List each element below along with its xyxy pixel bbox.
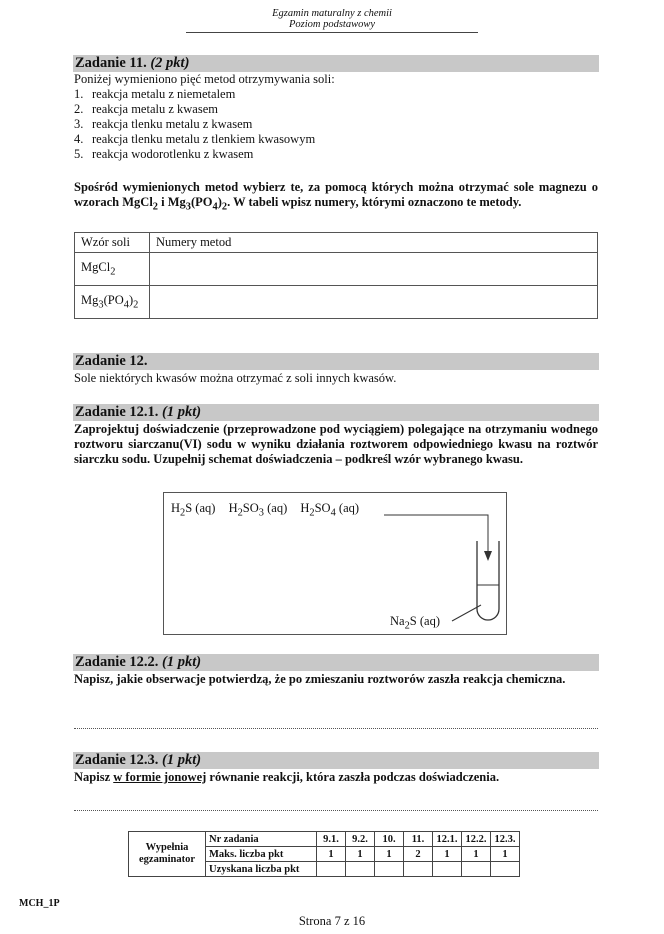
exam-code: MCH_1P	[19, 898, 60, 909]
arrow-line	[384, 515, 488, 557]
task-12-3-instruction: Napisz w formie jonowej równanie reakcji, która zaszła podczas doświadczenia.	[74, 770, 500, 784]
page-header	[0, 8, 664, 30]
task-12-1-points: (1 pkt)	[162, 404, 202, 420]
method-list	[74, 87, 598, 162]
task-12-2-heading	[73, 654, 599, 671]
task-11-heading	[73, 55, 599, 72]
method-item: 4. reakcja tlenku metalu z tlenkiem kwasowym	[74, 132, 316, 146]
task-number: 9.2.	[346, 832, 375, 847]
reagent-h2so4[interactable]: $H_2SO_4$ (aq)	[300, 501, 360, 519]
task-number: 12.3.	[491, 832, 520, 847]
label-pointer	[452, 605, 481, 621]
header-rule	[186, 32, 478, 33]
exam-title: Egzamin maturalny z chemii	[272, 8, 392, 19]
answer-cell-mg3po42[interactable]	[150, 286, 598, 319]
answer-line-12-3[interactable]	[74, 810, 598, 811]
max-points: 1	[317, 847, 346, 862]
earned-points-cell[interactable]	[491, 862, 520, 877]
arrow-head	[484, 551, 492, 561]
earned-points-cell[interactable]	[346, 862, 375, 877]
task-number: 10.	[375, 832, 404, 847]
grading-table	[128, 831, 520, 877]
task-12-2-title: Zadanie 12.2.	[75, 654, 159, 670]
earned-points-cell[interactable]	[433, 862, 462, 877]
earned-points-cell[interactable]	[375, 862, 404, 877]
col-header-methods: Numery metod	[150, 233, 598, 253]
task-12-1-instruction: Zaprojektuj doświadczenie (przeprowadzone pod wyciągiem) polegające na otrzymaniu wodnego roztworu siarczanu(VI) sodu w wyniku działania roztworem odpowiedniego kwasu na roztwór siarczku sodu. Uzupełnij schemat doświadczenia – podkreśl wzór wybranego kwasu.	[74, 422, 598, 466]
task-number: 9.1.	[317, 832, 346, 847]
task-11-title: Zadanie 11.	[75, 55, 147, 71]
max-points: 1	[346, 847, 375, 862]
col-header-formula: Wzór soli	[75, 233, 150, 253]
earned-points-cell[interactable]	[462, 862, 491, 877]
formula-mgcl2: MgCl$_2$	[75, 253, 150, 286]
answer-line-12-2[interactable]	[74, 728, 598, 729]
formula-mg3po42: $Mg_3(PO_4)_2$	[75, 286, 150, 319]
reagent-h2so3[interactable]: $H_2SO_3$ (aq)	[228, 501, 288, 519]
test-tube-drawing	[164, 493, 508, 636]
task-11-body	[74, 72, 598, 162]
max-points: 2	[404, 847, 433, 862]
task-12-2-instruction: Napisz, jakie obserwacje potwierdzą, że po zmieszaniu roztworów zaszła reakcja chemiczna.	[74, 672, 566, 686]
max-points: 1	[462, 847, 491, 862]
salt-table	[74, 232, 598, 319]
method-item: 5. reakcja wodorotlenku z kwasem	[74, 147, 254, 161]
task-11-points: (2 pkt)	[150, 55, 190, 71]
task-number: 12.2.	[462, 832, 491, 847]
task-12-3-points: (1 pkt)	[162, 752, 202, 768]
row-label-task-number: Nr zadania	[206, 832, 317, 847]
task-11-intro: Poniżej wymieniono pięć metod otrzymywania soli:	[74, 72, 335, 86]
page-number: Strona 7 z 16	[298, 914, 366, 928]
tube-label: $Na_2S$ (aq)	[390, 614, 440, 632]
reagent-h2s[interactable]: $H_2S$ (aq)	[171, 501, 216, 519]
task-11-instruction: Spośród wymienionych metod wybierz te, za pomocą których można otrzymać sole magnezu o wzorach MgCl$_2$ i $Mg_3(PO_4)_2$. W tabeli wpisz numery, którymi oznaczono te metody.	[74, 180, 598, 213]
task-12-3-heading	[73, 752, 599, 769]
task-12-3-title: Zadanie 12.3.	[75, 752, 159, 768]
task-12-heading	[73, 353, 599, 370]
max-points: 1	[433, 847, 462, 862]
max-points: 1	[491, 847, 520, 862]
answer-cell-mgcl2[interactable]	[150, 253, 598, 286]
max-points: 1	[375, 847, 404, 862]
method-item: 1. reakcja metalu z niemetalem	[74, 87, 236, 101]
experiment-schema	[163, 492, 507, 635]
task-12-intro: Sole niektórych kwasów można otrzymać z soli innych kwasów.	[74, 371, 397, 385]
task-number: 12.1.	[433, 832, 462, 847]
task-12-1-title: Zadanie 12.1.	[75, 404, 159, 420]
task-12-2-points: (1 pkt)	[162, 654, 202, 670]
row-label-earned-points: Uzyskana liczba pkt	[206, 862, 317, 877]
task-12-title: Zadanie 12.	[75, 353, 148, 369]
task-12-1-heading	[73, 404, 599, 421]
examiner-label: Wypełnia egzaminator	[129, 832, 206, 877]
exam-level: Poziom podstawowy	[288, 19, 376, 30]
earned-points-cell[interactable]	[404, 862, 433, 877]
method-item: 2. reakcja metalu z kwasem	[74, 102, 218, 116]
earned-points-cell[interactable]	[317, 862, 346, 877]
row-label-max-points: Maks. liczba pkt	[206, 847, 317, 862]
method-item: 3. reakcja tlenku metalu z kwasem	[74, 117, 253, 131]
task-number: 11.	[404, 832, 433, 847]
